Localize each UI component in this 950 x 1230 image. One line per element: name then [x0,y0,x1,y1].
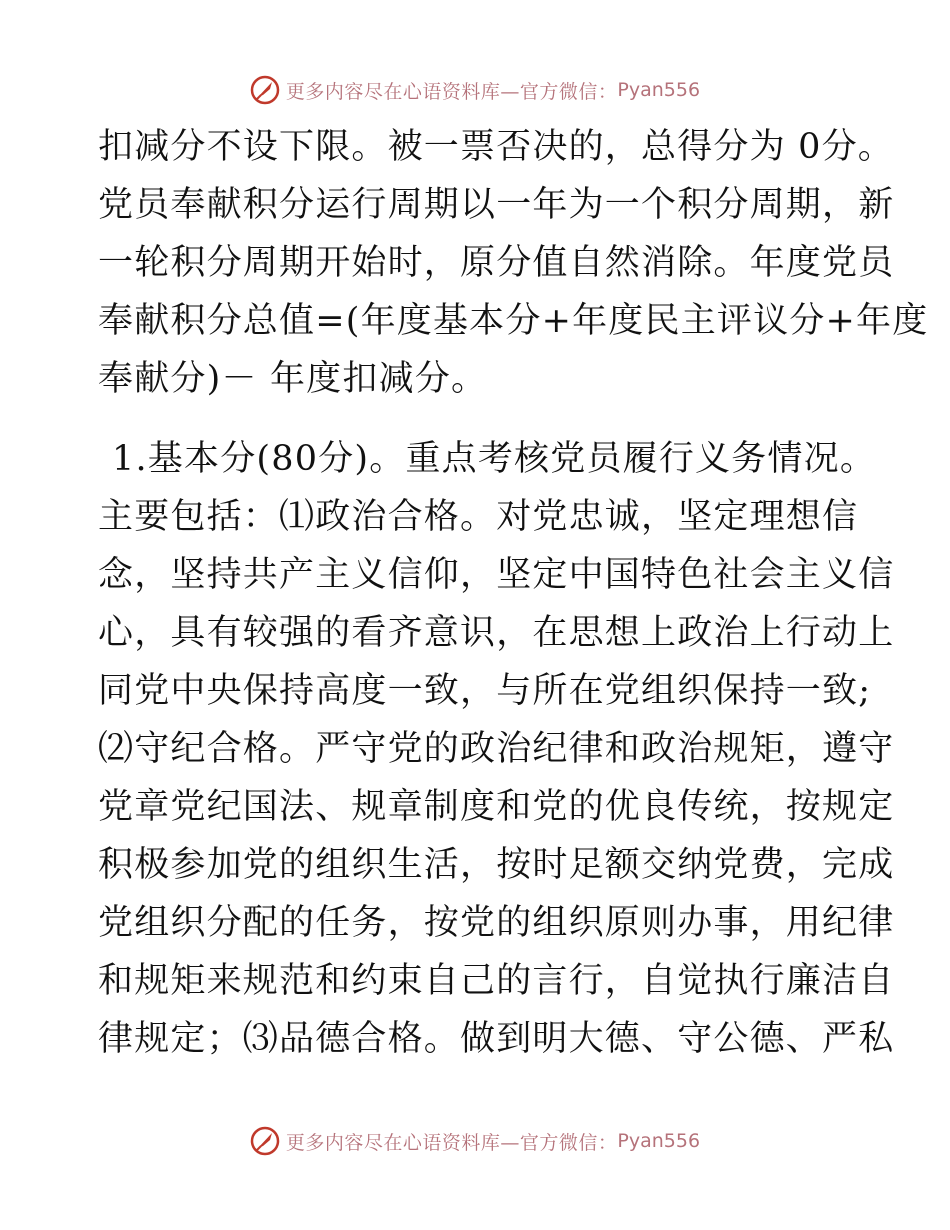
header-wechat-id: Pyan556 [617,79,701,101]
text-line: 积极参加党的组织生活，按时足额交纳党费，完成 [98,845,895,885]
paragraph-1 [98,118,929,408]
document-body [98,118,929,1068]
paragraph-2 [98,430,895,1068]
text-line: 同党中央保持高度一致，与所在党组织保持一致; [98,671,872,711]
text-line: 念，坚持共产主义信仰，坚定中国特色社会主义信 [98,555,895,595]
text-line: 律规定；⑶品德合格。做到明大德、守公德、严私 [98,1019,895,1059]
text-line: 党章党纪国法、规章制度和党的优良传统，按规定 [98,787,895,827]
text-line: 党员奉献积分运行周期以一年为一个积分周期，新 [98,185,895,225]
text-line: 心，具有较强的看齐意识，在思想上政治上行动上 [98,613,895,653]
text-line: ⑵守纪合格。严守党的政治纪律和政治规矩，遵守 [98,729,895,769]
footer-wechat-id: Pyan556 [617,1130,701,1152]
text-line: 1.基本分(80分)。重点考核党员履行义务情况。 [112,439,877,479]
text-line: 和规矩来规范和约束自己的言行，自觉执行廉洁自 [98,961,895,1001]
text-line: 主要包括：⑴政治合格。对党忠诚，坚定理想信 [98,497,859,537]
text-line: 党组织分配的任务，按党的组织原则办事，用纪律 [98,903,895,943]
text-line: 一轮积分周期开始时，原分值自然消除。年度党员 [98,243,895,283]
footer-banner [0,1121,950,1161]
text-line: 奉献积分总值=(年度基本分+年度民主评议分+年度 [98,301,929,341]
header-banner [0,70,950,110]
text-line: 扣减分不设下限。被一票否决的，总得分为 0分。 [98,127,894,167]
text-line: 奉献分)－ 年度扣减分。 [98,359,488,399]
header-banner-text: 更多内容尽在心语资料库—官方微信： [285,80,618,103]
quill-logo-icon [250,75,280,105]
quill-logo-icon [250,1126,280,1156]
footer-banner-text: 更多内容尽在心语资料库—官方微信： [285,1131,618,1154]
